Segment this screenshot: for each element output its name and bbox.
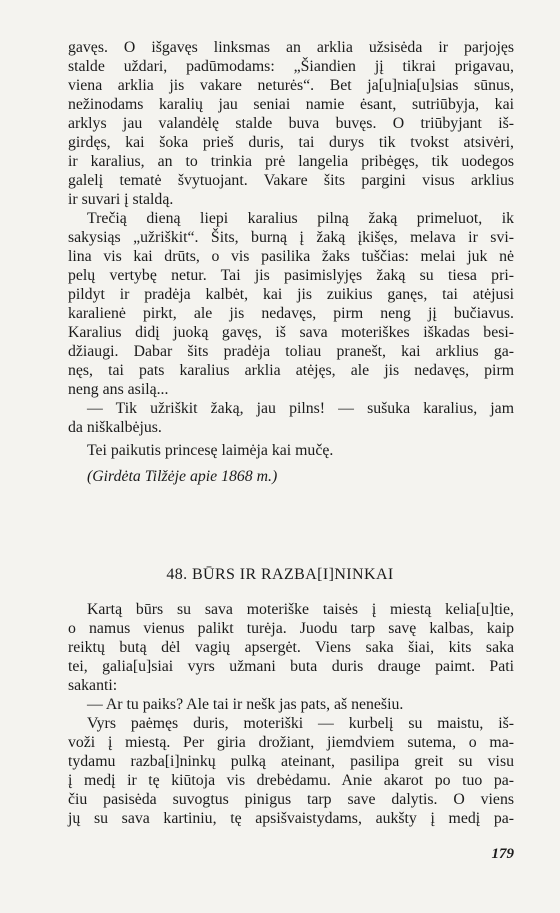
text-line: nežinodams karalių jau seniai namie ėsant, sutriūbyja, kai — [68, 96, 514, 113]
text-line: da niškalbėjus. — [68, 419, 162, 436]
text-line: neng ans asilą... — [68, 381, 169, 398]
text-line: Kartą būrs su sava moteriške taisės į miestą kelia[u]tie, — [87, 601, 514, 618]
page-number: 179 — [491, 846, 514, 862]
text-line: — Ar tu paiks? Ale tai ir nešk jas pats, aš nenešiu. — [87, 696, 404, 713]
text-line: ir karalius, an to trinkia prė langelia pribėgęs, tik uodegos — [68, 153, 514, 170]
text-line: galelį tematė švytuojant. Vakare šits pargini visus arklius — [68, 172, 514, 189]
text-line: Karalius didį juoką gavęs, iš sava moteriškes iškadas besi- — [68, 324, 514, 341]
text-line: nęs, tai pats karalius arklia atėjęs, ale jis nedavęs, pirm — [68, 362, 514, 379]
text-line: jų su sava kartiniu, tę apsišvaistydams, aukšty į medį pa- — [68, 810, 514, 827]
text-line: sakysiąs „užriškit“. Šits, burną į žaką įkišęs, melava ir svi- — [68, 229, 514, 246]
text-line: pelų vertybę netur. Tai jis pasimislyjęs žaką su tiesa pri- — [68, 267, 514, 284]
text-line: girdęs, kai šoka prieš duris, tai durys tik tvokst atsivėri, — [68, 134, 514, 151]
text-line: stalde uždari, padūmodams: „Šiandien jį tikrai prigavau, — [68, 58, 514, 75]
text-line: sakanti: — [68, 677, 118, 694]
text-line: Vyrs paėmęs duris, moteriški — kurbelį su maistu, iš- — [87, 715, 514, 732]
text-line: arklys jau valandėlę stalde buva buvęs. O triūbyjant iš- — [68, 115, 514, 132]
text-line: Tei paikutis princesę laimėja kai mučę. — [87, 442, 334, 459]
text-line: viena arklia jis vakare neturės“. Bet ja[u]nia[u]sias sūnus, — [68, 77, 514, 94]
text-line: Trečią dieną liepi karalius pilną žaką primeluot, ik — [87, 210, 514, 227]
text-line: reiktų butą dėl vagių apsergėt. Viens saka šiai, kits saka — [68, 639, 514, 656]
text-line: ir suvari į staldą. — [68, 191, 174, 208]
text-line: čiu pasisėda suvogtus pinigus tarp save dalytis. O viens — [68, 791, 514, 808]
text-line: į medį ir tę kiūtoja vis drebėdamu. Anie akarot po tuo pa- — [68, 772, 514, 789]
text-line: džiaugi. Dabar šits pradėja toliau pranešt, kai arklius ga- — [68, 343, 514, 360]
text-line: — Tik užriškit žaką, jau pilns! — sušuka karalius, jam — [87, 400, 514, 417]
text-line: tei, galia[u]siai vyrs užmani buta duris drauge paimt. Pati — [68, 658, 514, 675]
text-line: lina vis kai drūts, o vis pasilika žaks tuščias: melai juk nė — [68, 248, 514, 265]
text-line: o namus vienus palikt turėja. Juodu tarp savę kalbas, kaip — [68, 620, 514, 637]
text-line: pildyt ir pradėja kalbėt, kai jis zuikius ganęs, tai atėjusi — [68, 286, 514, 303]
story-source-note: (Girdėta Tilžėje apie 1868 m.) — [87, 468, 278, 485]
text-line: karalienė pirkt, ale jis nedavęs, pirm neng jį bučiavus. — [68, 305, 514, 322]
text-line: tydamu razba[i]ninkų pulką ateinant, pasilipa greit su visu — [68, 753, 514, 770]
text-line: voži į miestą. Per giria drožiant, jiemdviem sutema, o ma- — [68, 734, 514, 751]
text-line: gavęs. O išgavęs linksmas an arklia užsisėda ir parjojęs — [68, 39, 514, 56]
story-heading: 48. BŪRS IR RAZBA[I]NINKAI — [166, 566, 394, 583]
